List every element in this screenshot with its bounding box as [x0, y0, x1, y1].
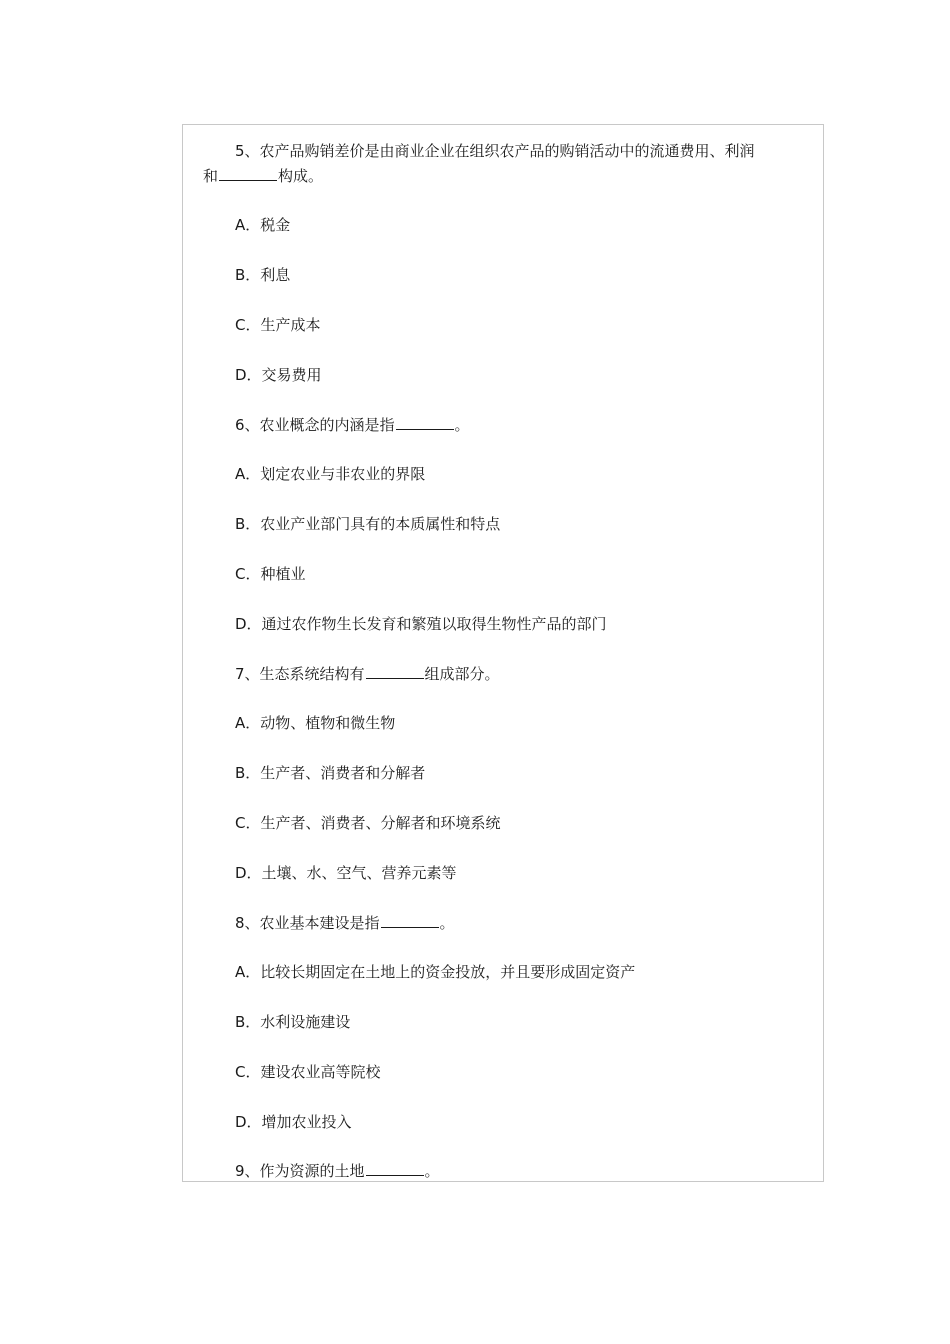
question-7-stem: [235, 664, 500, 684]
question-5-option-d: D．交易费用: [235, 366, 322, 384]
question-5-option-c: C．生产成本: [235, 316, 321, 334]
question-7-option-c: C．生产者、消费者、分解者和环境系统: [235, 814, 501, 832]
question-5-text-post: 构成。: [278, 167, 324, 185]
question-7-option-d: D．土壤、水、空气、营养元素等: [235, 864, 457, 882]
question-6-option-c: C．种植业: [235, 565, 306, 583]
question-9-stem: [235, 1161, 440, 1181]
question-9-text-post: 。: [424, 1162, 440, 1180]
question-7-text-post: 组成部分。: [424, 665, 500, 683]
question-5-option-a: A．税金: [235, 216, 291, 234]
question-7-option-a: A．动物、植物和微生物: [235, 714, 396, 732]
question-5-line-2: [203, 166, 323, 186]
question-8-text-pre: 8、农业基本建设是指: [235, 914, 380, 932]
question-6-text-post: 。: [454, 416, 470, 434]
answer-blank: [219, 166, 277, 181]
question-5-option-b: B．利息: [235, 266, 291, 284]
answer-blank: [366, 664, 424, 679]
document-page: [182, 124, 824, 1182]
question-8-option-a: A．比较长期固定在土地上的资金投放，并且要形成固定资产: [235, 963, 636, 981]
question-7-text-pre: 7、生态系统结构有: [235, 665, 365, 683]
question-8-option-b: B．水利设施建设: [235, 1013, 351, 1031]
answer-blank: [366, 1161, 424, 1176]
question-8-option-d: D．增加农业投入: [235, 1113, 352, 1131]
question-5-text-pre: 和: [203, 167, 219, 185]
question-6-option-b: B．农业产业部门具有的本质属性和特点: [235, 515, 501, 533]
question-8-stem: [235, 913, 455, 933]
question-6-text-pre: 6、农业概念的内涵是指: [235, 416, 395, 434]
question-6-stem: [235, 415, 470, 435]
question-7-option-b: B．生产者、消费者和分解者: [235, 764, 426, 782]
question-9-text-pre: 9、作为资源的土地: [235, 1162, 365, 1180]
question-8-option-c: C．建设农业高等院校: [235, 1063, 381, 1081]
question-6-option-a: A．划定农业与非农业的界限: [235, 465, 426, 483]
answer-blank: [396, 415, 454, 430]
question-5-line-1: [235, 141, 755, 161]
answer-blank: [381, 913, 439, 928]
question-5-text-line-1: 5、农产品购销差价是由商业企业在组织农产品的购销活动中的流通费用、利润: [235, 142, 755, 160]
question-8-text-post: 。: [439, 914, 455, 932]
question-6-option-d: D．通过农作物生长发育和繁殖以取得生物性产品的部门: [235, 615, 607, 633]
